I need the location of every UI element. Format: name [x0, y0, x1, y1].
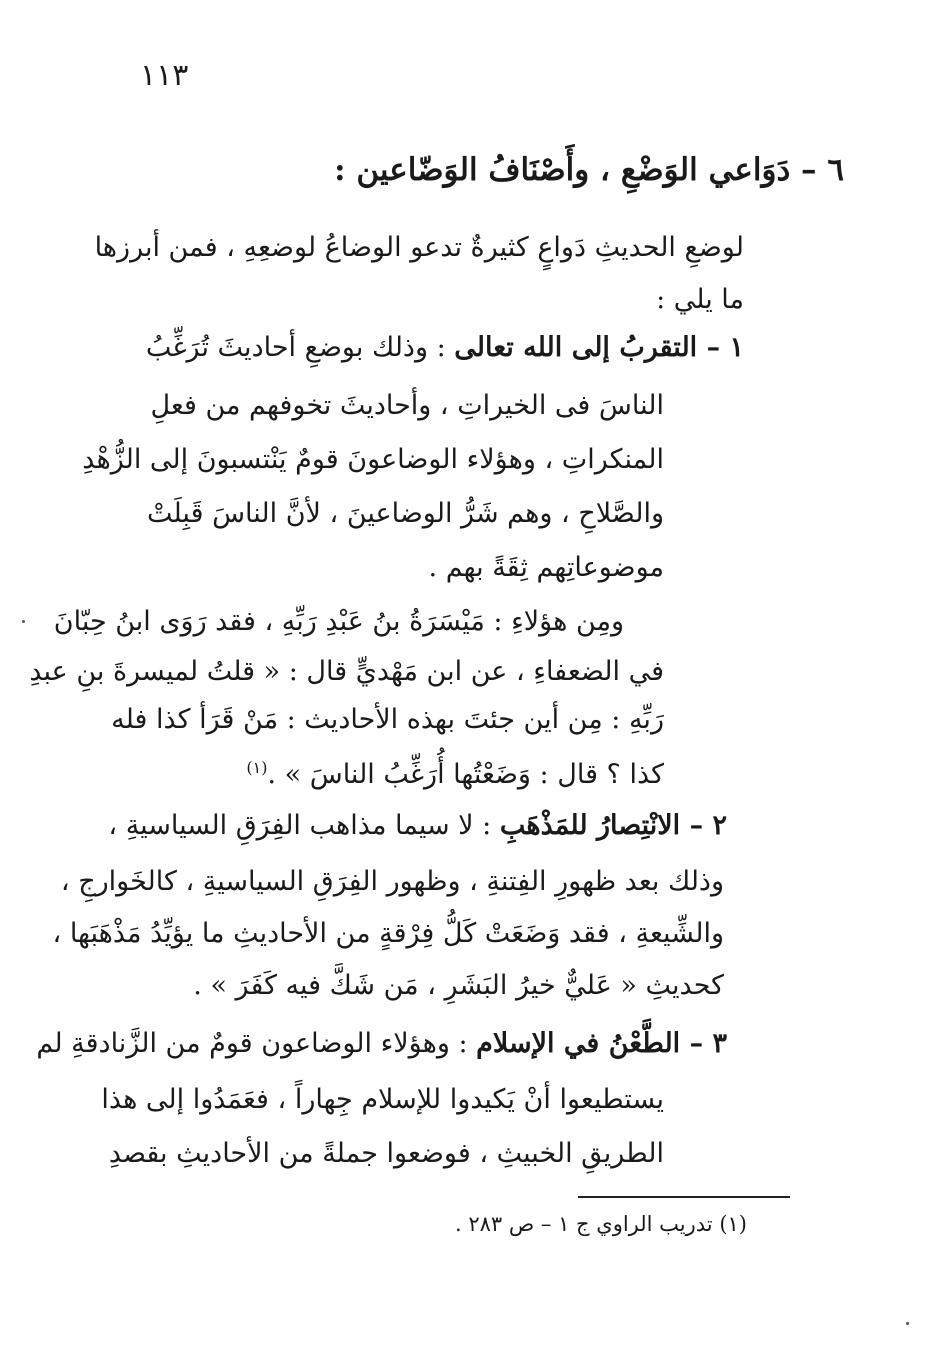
footnote: (١) تدريب الراوي ج ١ – ص ٢٨٣ .: [454, 1212, 747, 1236]
item2-first-line: [108, 806, 727, 846]
scan-speck: [906, 1322, 909, 1325]
item1-example-line-1: ومِن هؤلاءِ : مَيْسَرَةُ بنُ عَبْدِ رَبِّهِ ، فقد رَوَى ابنُ حِبّانَ: [53, 606, 624, 637]
item2-title: ٢ – الانْتِصارُ للمَذْهَبِ: [499, 810, 727, 841]
item1-title: ١ – التقربُ إلى الله تعالى: [454, 332, 744, 363]
item1-line-3: والصَّلاحِ ، وهم شَرُّ الوضاعينَ ، لأنَّ الناسَ قَبِلَتْ: [146, 498, 664, 529]
item1-first-line: [146, 328, 744, 368]
item1-line-4: موضوعاتِهم ثِقَةً بهم .: [428, 552, 664, 583]
item3-line-2: الطريقِ الخبيثِ ، فوضعوا جملةً من الأحاديثِ بقصدِ: [108, 1138, 664, 1169]
item3-first-rest: : وهؤلاء الوضاعون قومٌ من الزَّنادقةِ لم: [36, 1028, 477, 1059]
scan-speck: [22, 620, 25, 623]
item3-first-line: [36, 1024, 727, 1064]
footnote-rule: [578, 1196, 790, 1198]
item2-line-1: وذلك بعد ظهورِ الفِتنةِ ، وظهور الفِرَقِ السياسيةِ ، كالخَوارجِ ،: [60, 866, 724, 897]
item1-example-line-2: في الضعفاءِ ، عن ابن مَهْديٍّ قال : « قلتُ لميسرةَ بنِ عبدِ: [29, 656, 664, 687]
item2-line-2: والشِّيعةِ ، فقد وَضَعَتْ كَلُّ فِرْقةٍ من الأحاديثِ ما يؤيِّدُ مَذْهَبَها ،: [52, 918, 724, 949]
footnote-marker: (١): [246, 758, 268, 777]
item2-line-3: كحديثِ « عَليٌّ خيرُ البَشَرِ ، مَن شَكَّ فيه كَفَرَ » .: [193, 970, 724, 1001]
item2-first-rest: : لا سيما مذاهب الفِرَقِ السياسيةِ ،: [108, 810, 500, 841]
item3-line-1: يستطيعوا أنْ يَكيدوا للإسلام جِهاراً ، فعَمَدُوا إلى هذا: [101, 1084, 664, 1115]
item1-example-text-4: كذا ؟ قال : وَضَعْتُها أُرَغِّبُ الناسَ » .: [267, 759, 664, 790]
item1-line-1: الناسَ فى الخيراتِ ، وأحاديثَ تخوفهم من فعلِ: [150, 390, 664, 421]
item3-title: ٣ – الطَّعْنُ في الإسلام: [476, 1028, 727, 1059]
section-heading: ٦ – دَوَاعي الوَضْعِ ، وأَصْنَافُ الوَضّاعين :: [334, 152, 844, 188]
page-number: ١١٣: [140, 58, 189, 93]
intro-line-2: ما يلي :: [656, 284, 744, 315]
item1-example-line-3: رَبِّهِ : مِن أين جئتَ بهذه الأحاديث : مَنْ قَرَأ كذا فله: [111, 704, 664, 735]
item1-line-2: المنكراتِ ، وهؤلاء الوضاعونَ قومٌ يَنْتسبونَ إلى الزُّهْدِ: [82, 444, 664, 475]
intro-line-1: لوضعِ الحديثِ دَواعٍ كثيرةٌ تدعو الوضاعُ لوضعِهِ ، فمن أبرزها: [94, 232, 744, 263]
item1-example-line-4: [246, 748, 664, 795]
item1-first-rest: : وذلك بوضعِ أحاديثَ تُرَغِّبُ: [145, 332, 455, 363]
